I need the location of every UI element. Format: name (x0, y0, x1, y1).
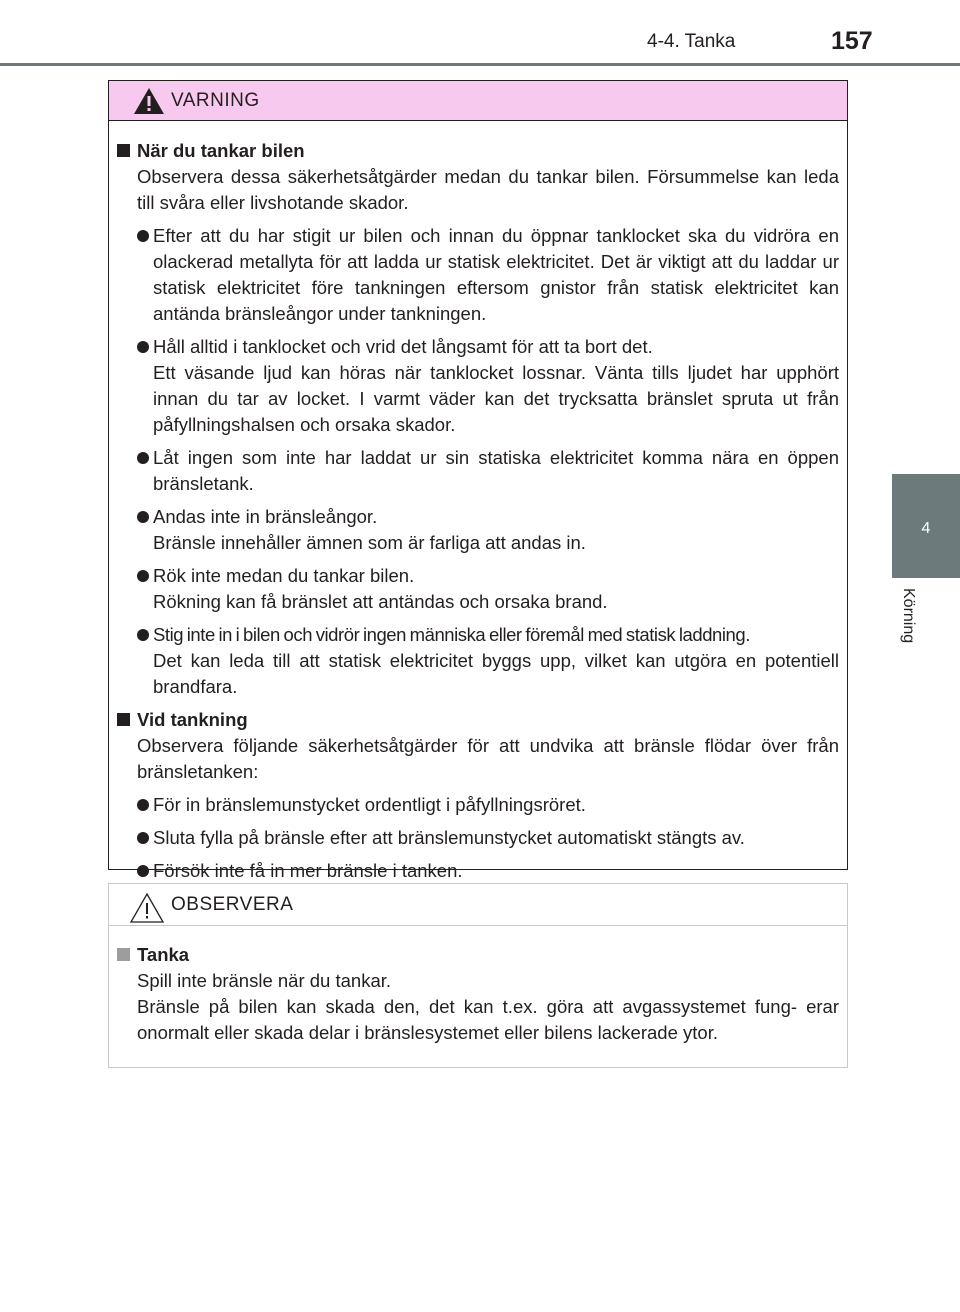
circle-bullet-icon (137, 230, 149, 242)
section-intro: Observera dessa säkerhetsåtgärder medan du tankar bilen. Försummelse kan leda till svåra eller livshotande skador. (137, 166, 839, 213)
warning-header (109, 81, 847, 121)
list-item-text: Försök inte få in mer bränsle i tanken. (153, 860, 463, 881)
list-item (137, 504, 839, 556)
square-bullet-icon (117, 713, 130, 726)
square-bullet-icon (117, 948, 130, 961)
list-item-text: Låt ingen som inte har laddat ur sin statiska elektricitet komma nära en öppen bränsletank. (153, 447, 839, 494)
notice-header (109, 884, 847, 926)
chapter-tab (892, 474, 960, 578)
list-item-text: Håll alltid i tanklocket och vrid det långsamt för att ta bort det. (153, 336, 653, 357)
notice-text-line: Bränsle på bilen kan skada den, det kan t.ex. göra att avgassystemet fung- erar onormalt eller skada delar i bränslesystemet eller bilens lackerade ytor. (137, 996, 839, 1043)
page-number: 157 (831, 27, 873, 55)
list-item (137, 858, 839, 884)
list-item-text: För in bränslemunstycket ordentligt i påfyllningsröret. (153, 794, 586, 815)
caution-triangle-icon (129, 892, 165, 924)
list-item (137, 223, 839, 327)
section-title (117, 707, 839, 733)
list-item-text: Rökning kan få bränslet att antändas och orsaka brand. (153, 591, 608, 612)
list-item-text: Efter att du har stigit ur bilen och innan du öppnar tanklocket ska du vidröra en olackerad metallyta för att ladda ur statisk elektricitet. Det är viktigt att du laddar ur statisk elektricitet före tankningen eftersom gnistor från statisk elektricitet kan antända bränsleångor under tankningen. (153, 225, 839, 324)
list-item-text: Bränsle innehåller ämnen som är farliga att andas in. (153, 532, 586, 553)
chapter-tab-label: Körning (900, 588, 917, 644)
notice-label: OBSERVERA (171, 894, 294, 915)
notice-text (137, 968, 839, 1046)
notice-text-line: Spill inte bränsle när du tankar. (137, 970, 392, 991)
list-item-text: Sluta fylla på bränsle efter att bränslemunstycket automatiskt stängts av. (153, 827, 745, 848)
list-item (137, 792, 839, 818)
list-item (137, 445, 839, 497)
section-title-text: När du tankar bilen (137, 140, 305, 161)
section-title (117, 138, 839, 164)
header-section-title: 4-4. Tanka (647, 31, 736, 52)
list-item-text: Stig inte in i bilen och vidrör ingen människa eller föremål med statisk laddning. (153, 624, 750, 645)
list-item-text: Andas inte in bränsleångor. (153, 506, 378, 527)
list-item-text: Ett väsande ljud kan höras när tanklocket lossnar. Vänta tills ljudet har upphört innan du tar av locket. I varmt väder kan det trycksatta bränslet spruta ut från påfyllningshalsen och orsaka skador. (153, 362, 839, 435)
list-item-text: Det kan leda till att statisk elektricitet byggs upp, vilket kan utgöra en potentiell brandfara. (153, 650, 839, 697)
list-item (137, 825, 839, 851)
section-title-text: Vid tankning (137, 709, 248, 730)
warning-box (108, 80, 848, 881)
circle-bullet-icon (137, 511, 149, 523)
notice-box (108, 883, 848, 1068)
circle-bullet-icon (137, 452, 149, 464)
warning-label: VARNING (171, 90, 260, 111)
list-item (137, 563, 839, 615)
list-item (137, 334, 839, 438)
warning-body (109, 121, 847, 884)
circle-bullet-icon (137, 341, 149, 353)
list-item (137, 622, 839, 700)
circle-bullet-icon (137, 799, 149, 811)
header-rule (0, 63, 960, 66)
chapter-tab-number: 4 (921, 520, 931, 537)
section-title-text: Tanka (137, 944, 190, 965)
notice-body (109, 926, 847, 1046)
section-intro: Observera följande säkerhetsåtgärder för att undvika att bränsle flödar över från bränsletanken: (137, 735, 839, 782)
circle-bullet-icon (137, 629, 149, 641)
square-bullet-icon (117, 144, 130, 157)
list-item-text: Rök inte medan du tankar bilen. (153, 565, 415, 586)
circle-bullet-icon (137, 832, 149, 844)
circle-bullet-icon (137, 865, 149, 877)
warning-triangle-icon (133, 87, 165, 115)
circle-bullet-icon (137, 570, 149, 582)
section-title (117, 942, 839, 968)
